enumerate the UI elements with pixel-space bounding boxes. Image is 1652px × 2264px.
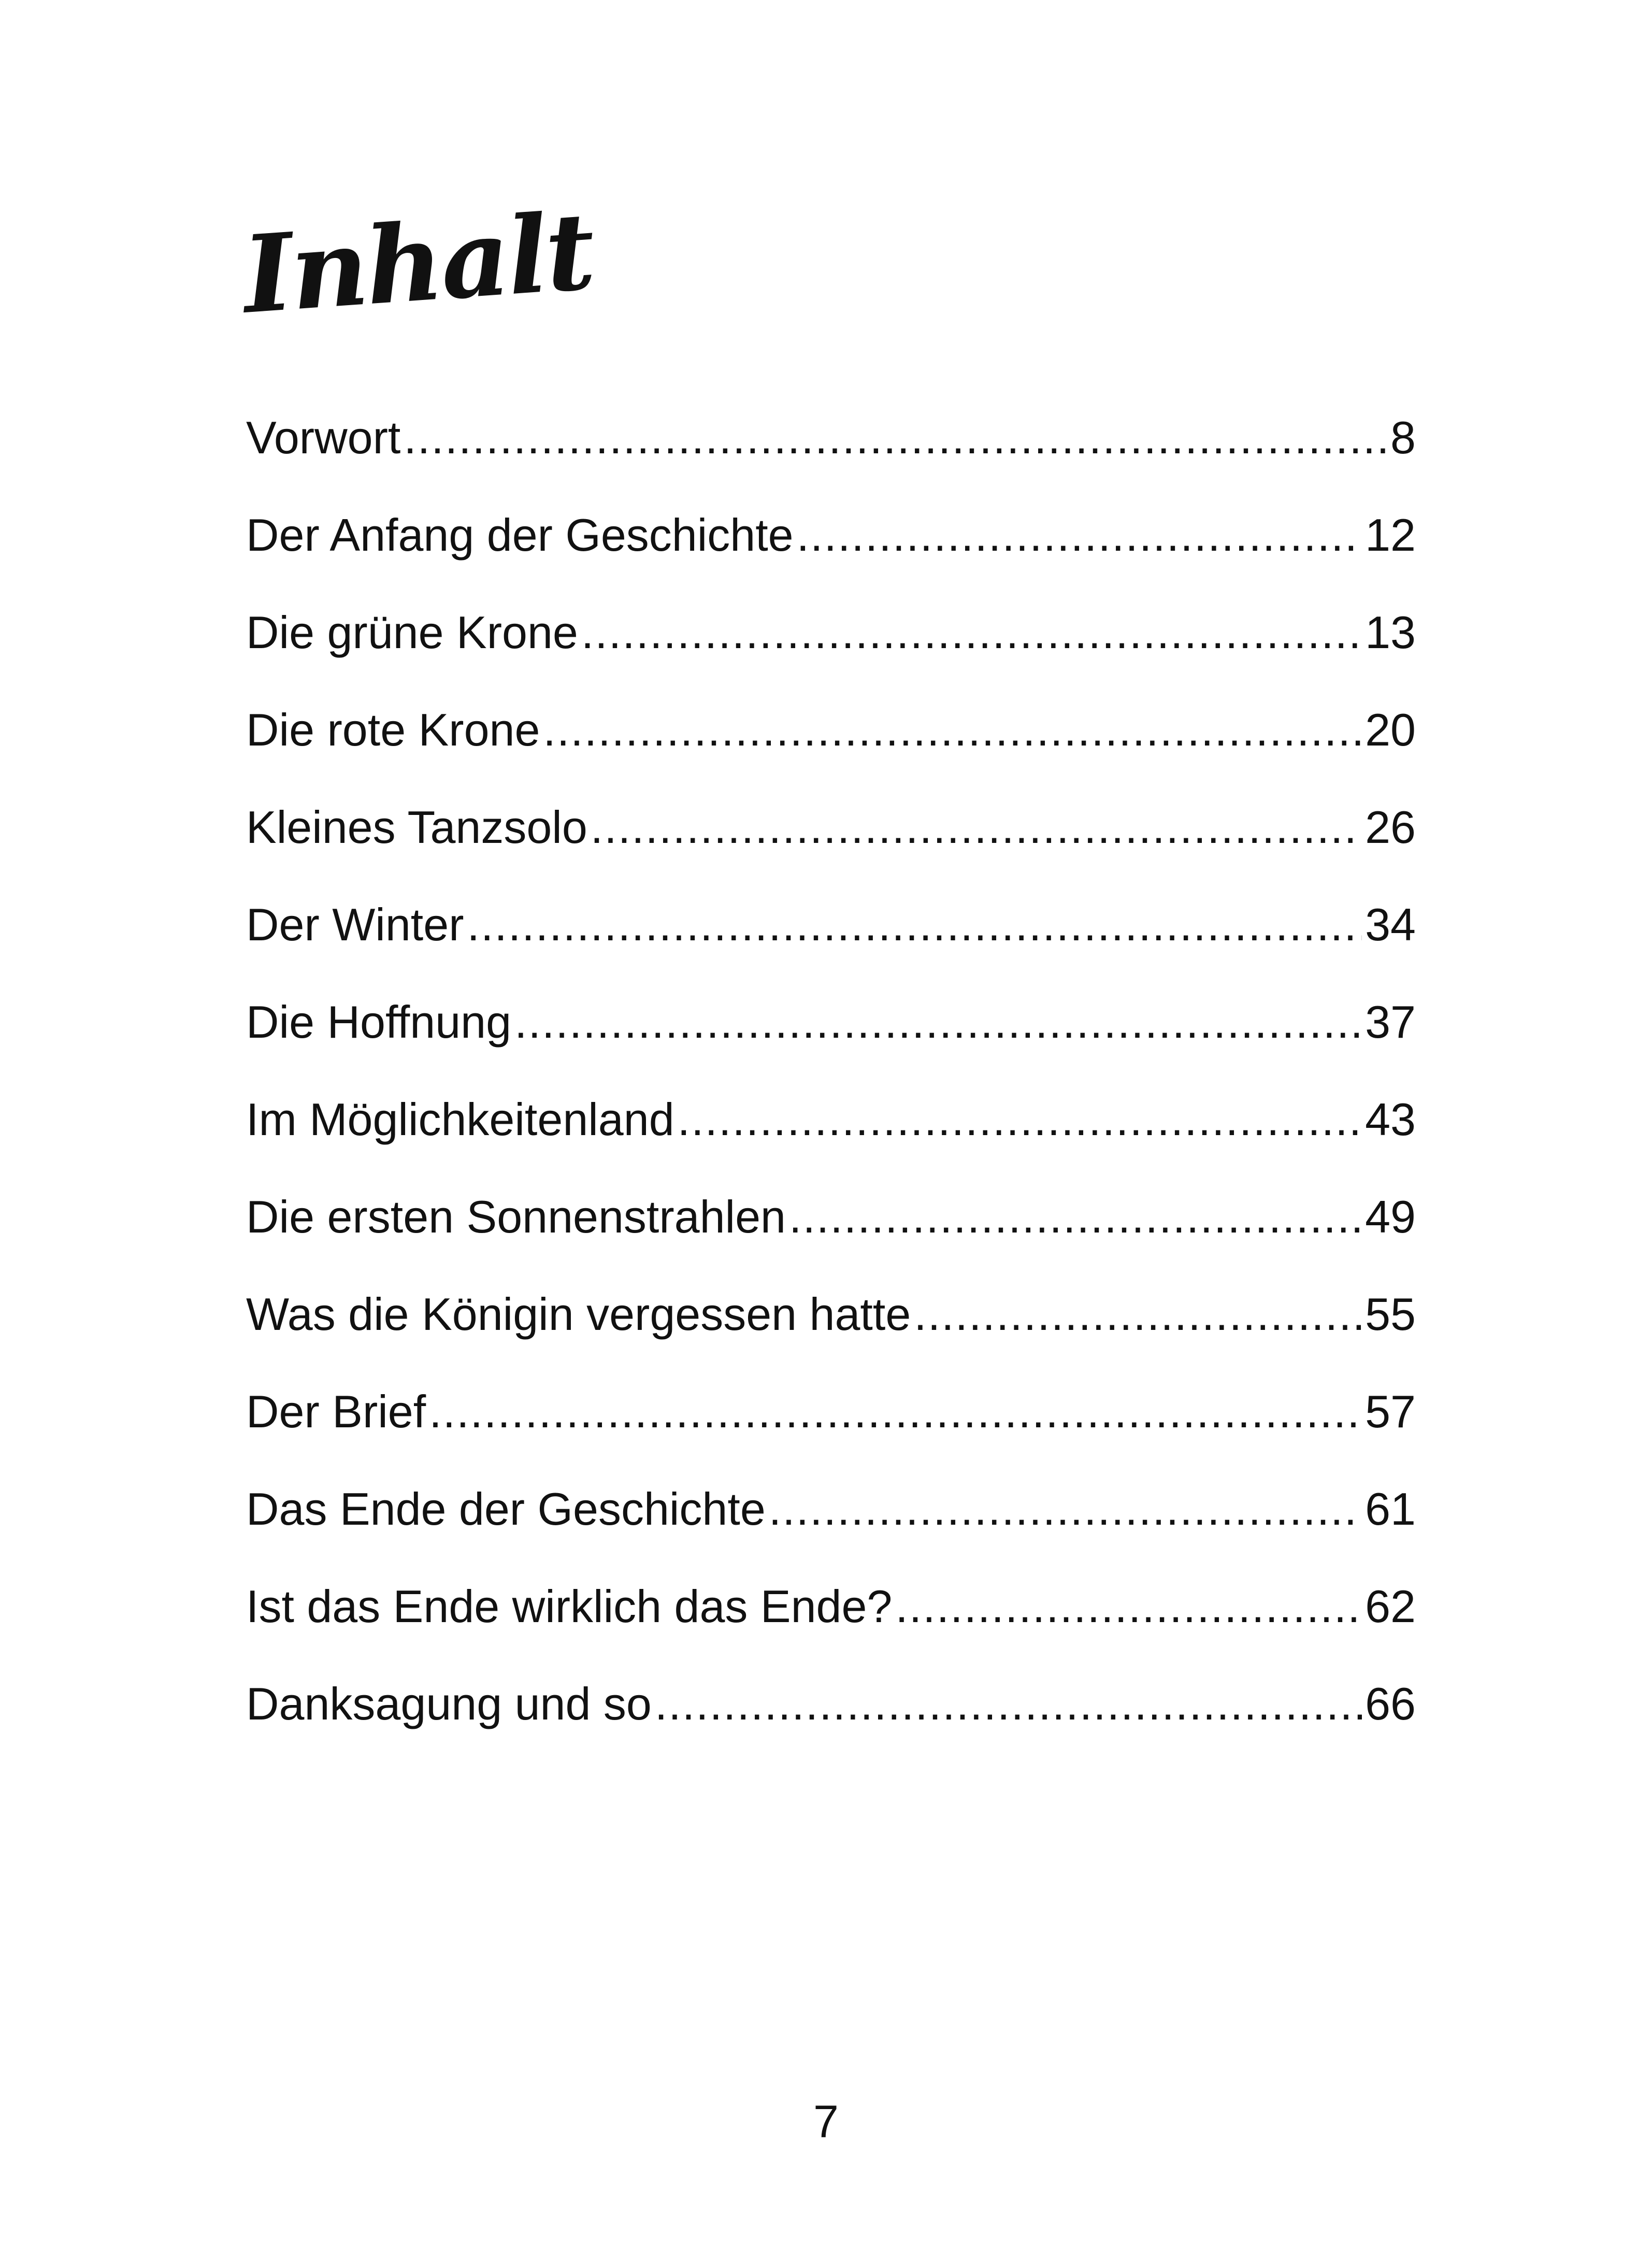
toc-entry-title: Was die Königin vergessen hatte <box>246 1288 911 1340</box>
toc-entry <box>246 894 1416 991</box>
toc-entry-title: Ist das Ende wirklich das Ende? <box>246 1581 893 1632</box>
toc-dot-leader <box>591 796 1362 858</box>
toc-dot-leader <box>655 1673 1362 1735</box>
toc-entry-page: 13 <box>1365 607 1416 658</box>
toc-entry <box>246 601 1416 699</box>
toc-entry-page: 37 <box>1365 996 1416 1048</box>
toc-entry <box>246 796 1416 894</box>
toc-heading: Inhalt <box>239 189 597 338</box>
toc-dot-leader <box>543 699 1362 761</box>
toc-entry-page: 57 <box>1365 1386 1416 1437</box>
toc-entry <box>246 407 1416 504</box>
toc-entry-title: Die ersten Sonnenstrahlen <box>246 1191 786 1242</box>
toc-dot-leader <box>467 894 1362 956</box>
toc-entry-page: 34 <box>1365 899 1416 950</box>
toc-entry-title: Der Anfang der Geschichte <box>246 509 794 561</box>
toc-entry <box>246 699 1416 796</box>
toc-entry-page: 49 <box>1365 1191 1416 1242</box>
table-of-contents <box>246 407 1416 1770</box>
page-number: 7 <box>813 2096 839 2147</box>
toc-entry-page: 66 <box>1365 1678 1416 1729</box>
toc-entry-title: Danksagung und so <box>246 1678 652 1729</box>
toc-entry-title: Kleines Tanzsolo <box>246 801 587 853</box>
toc-dot-leader <box>895 1575 1362 1638</box>
toc-entry-page: 55 <box>1365 1288 1416 1340</box>
toc-entry <box>246 1088 1416 1186</box>
toc-entry-title: Das Ende der Geschichte <box>246 1483 766 1535</box>
toc-entry-title: Der Winter <box>246 899 464 950</box>
toc-dot-leader <box>404 407 1387 469</box>
toc-dot-leader <box>789 1186 1362 1248</box>
toc-entry <box>246 991 1416 1088</box>
toc-entry-page: 20 <box>1365 704 1416 755</box>
toc-entry-page: 61 <box>1365 1483 1416 1535</box>
toc-entry-page: 62 <box>1365 1581 1416 1632</box>
toc-entry <box>246 1478 1416 1575</box>
toc-entry-title: Die rote Krone <box>246 704 540 755</box>
toc-entry-page: 43 <box>1365 1094 1416 1145</box>
toc-entry <box>246 1186 1416 1283</box>
toc-dot-leader <box>514 991 1362 1053</box>
toc-entry <box>246 1283 1416 1381</box>
toc-entry-title: Der Brief <box>246 1386 426 1437</box>
toc-entry-title: Die grüne Krone <box>246 607 578 658</box>
toc-entry-page: 26 <box>1365 801 1416 853</box>
toc-dot-leader <box>678 1088 1362 1151</box>
toc-entry <box>246 504 1416 601</box>
toc-dot-leader <box>581 601 1362 664</box>
toc-dot-leader <box>429 1381 1362 1443</box>
toc-entry-page: 8 <box>1390 412 1416 463</box>
toc-entry-title: Vorwort <box>246 412 401 463</box>
toc-entry <box>246 1381 1416 1478</box>
toc-dot-leader <box>797 504 1362 566</box>
toc-entry <box>246 1575 1416 1673</box>
toc-entry-title: Im Möglichkeitenland <box>246 1094 674 1145</box>
toc-dot-leader <box>769 1478 1362 1540</box>
toc-entry <box>246 1673 1416 1770</box>
toc-dot-leader <box>914 1283 1362 1345</box>
toc-entry-title: Die Hoffnung <box>246 996 512 1048</box>
toc-entry-page: 12 <box>1365 509 1416 561</box>
